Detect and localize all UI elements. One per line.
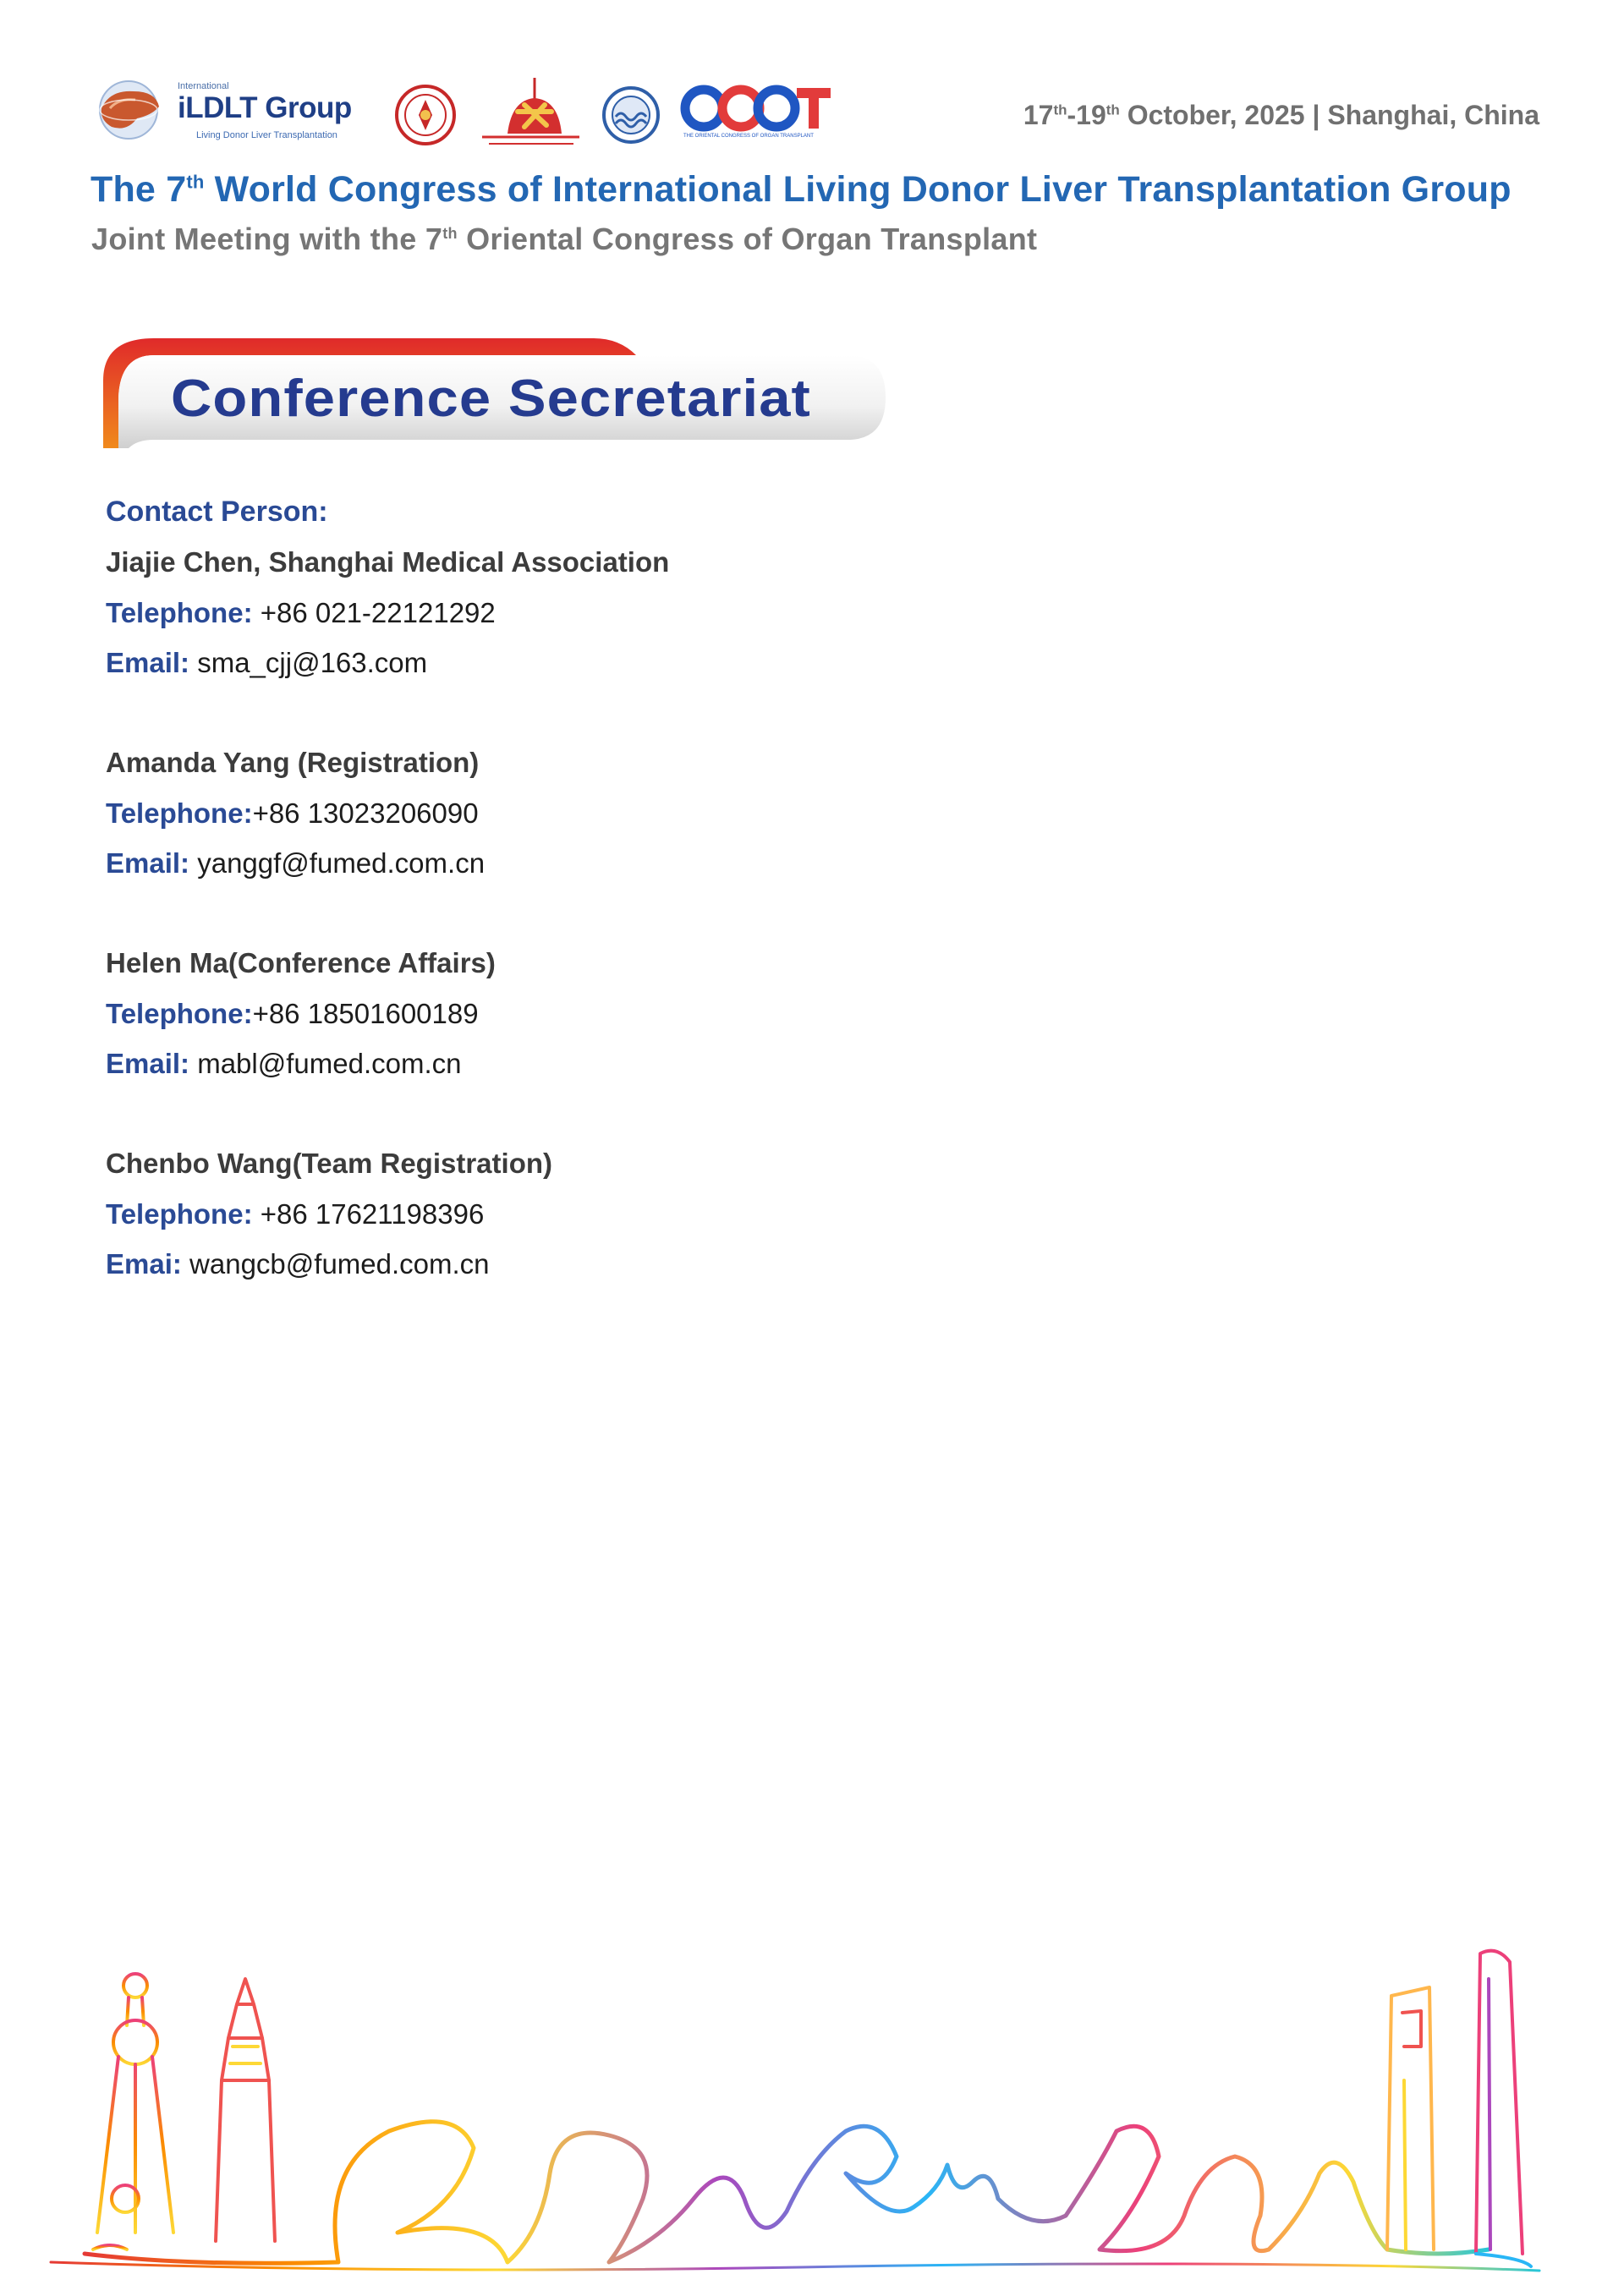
email-label: Email: — [106, 1048, 190, 1079]
liver-globe-icon — [93, 74, 169, 151]
contact-email — [106, 838, 1205, 888]
email-label: Email: — [106, 647, 190, 678]
subheadline-rest: Oriental Congress of Organ Transplant — [457, 222, 1038, 256]
start-day-suffix: th — [1053, 101, 1067, 118]
contact-name: Chenbo Wang(Team Registration) — [106, 1148, 552, 1179]
pearl-tower-drawing — [93, 1882, 173, 2249]
congress-subheadline — [91, 222, 1037, 257]
telephone-label: Telephone: — [106, 797, 253, 829]
section-banner — [103, 338, 890, 448]
telephone-value[interactable]: +86 18501600189 — [252, 998, 479, 1029]
shanghai-skyline-illustration — [0, 1877, 1624, 2296]
world-financial-center-drawing — [1476, 1951, 1531, 2266]
shanghai-tower-drawing — [1387, 1987, 1434, 2249]
ildlt-logo-subtitle: Living Donor Liver Transplantation — [196, 130, 337, 140]
block-spacer — [106, 1088, 1205, 1138]
email-label: Emai: — [106, 1248, 182, 1280]
contact-block — [106, 537, 1205, 688]
ildlt-group-logo — [93, 74, 372, 151]
subheadline-prefix: Joint Meeting with the 7 — [91, 222, 443, 256]
contact-email — [106, 1239, 1205, 1289]
congress-headline — [91, 169, 1512, 211]
oriental-congress-logo-icon — [474, 74, 584, 151]
contact-name: Jiajie Chen, Shanghai Medical Association — [106, 546, 670, 578]
telephone-label: Telephone: — [106, 597, 253, 628]
contact-telephone — [106, 1189, 1205, 1239]
end-day-suffix: th — [1106, 101, 1120, 118]
event-dates — [1023, 100, 1539, 131]
block-spacer — [106, 688, 1205, 737]
ocot-tagline: THE ORIENTAL CONGRESS OF ORGAN TRANSPLANT — [683, 134, 814, 139]
telephone-value[interactable]: +86 021-22121292 — [252, 597, 496, 628]
date-location: October, 2025 | Shanghai, China — [1119, 100, 1539, 130]
ocot-wordmark-icon — [680, 83, 832, 134]
contact-block — [106, 938, 1205, 1088]
headline-prefix: The 7 — [91, 169, 187, 210]
jinmao-tower-drawing — [216, 1979, 275, 2241]
headline-sup: th — [186, 171, 205, 193]
telephone-label: Telephone: — [106, 998, 253, 1029]
ocot-logo — [680, 83, 832, 144]
ildlt-logo-top-text: International — [178, 81, 229, 91]
contact-heading: Contact Person: — [106, 496, 328, 528]
telephone-label: Telephone: — [106, 1198, 253, 1230]
subheadline-sup: th — [442, 225, 458, 242]
contact-email — [106, 638, 1205, 688]
end-day: 19 — [1076, 100, 1106, 130]
section-title: Conference Secretariat — [171, 370, 811, 428]
contact-telephone — [106, 788, 1205, 838]
ildlt-logo-name: iLDLT Group — [178, 91, 352, 124]
contact-name: Amanda Yang (Registration) — [106, 747, 480, 778]
start-day: 17 — [1023, 100, 1054, 130]
medical-association-seal-icon — [393, 83, 458, 147]
contact-telephone — [106, 989, 1205, 1038]
email-label: Email: — [106, 847, 190, 879]
block-spacer — [106, 888, 1205, 938]
contact-telephone — [106, 588, 1205, 638]
headline-rest: World Congress of International Living Donor Liver Transplantation Group — [204, 169, 1512, 210]
rainbow-line-drawing — [85, 2122, 1489, 2264]
contact-list — [106, 486, 1205, 1289]
telephone-value[interactable]: +86 17621198396 — [252, 1198, 485, 1230]
email-value[interactable]: yanggf@fumed.com.cn — [189, 847, 486, 879]
contact-block — [106, 737, 1205, 888]
contact-block — [106, 1138, 1205, 1289]
email-value[interactable]: sma_cjj@163.com — [189, 647, 428, 678]
contact-email — [106, 1038, 1205, 1088]
email-value[interactable]: wangcb@fumed.com.cn — [181, 1248, 490, 1280]
email-value[interactable]: mabl@fumed.com.cn — [189, 1048, 462, 1079]
date-separator: - — [1067, 100, 1077, 130]
contact-name: Helen Ma(Conference Affairs) — [106, 947, 496, 978]
telephone-value[interactable]: +86 13023206090 — [252, 797, 479, 829]
university-seal-icon — [601, 85, 661, 145]
